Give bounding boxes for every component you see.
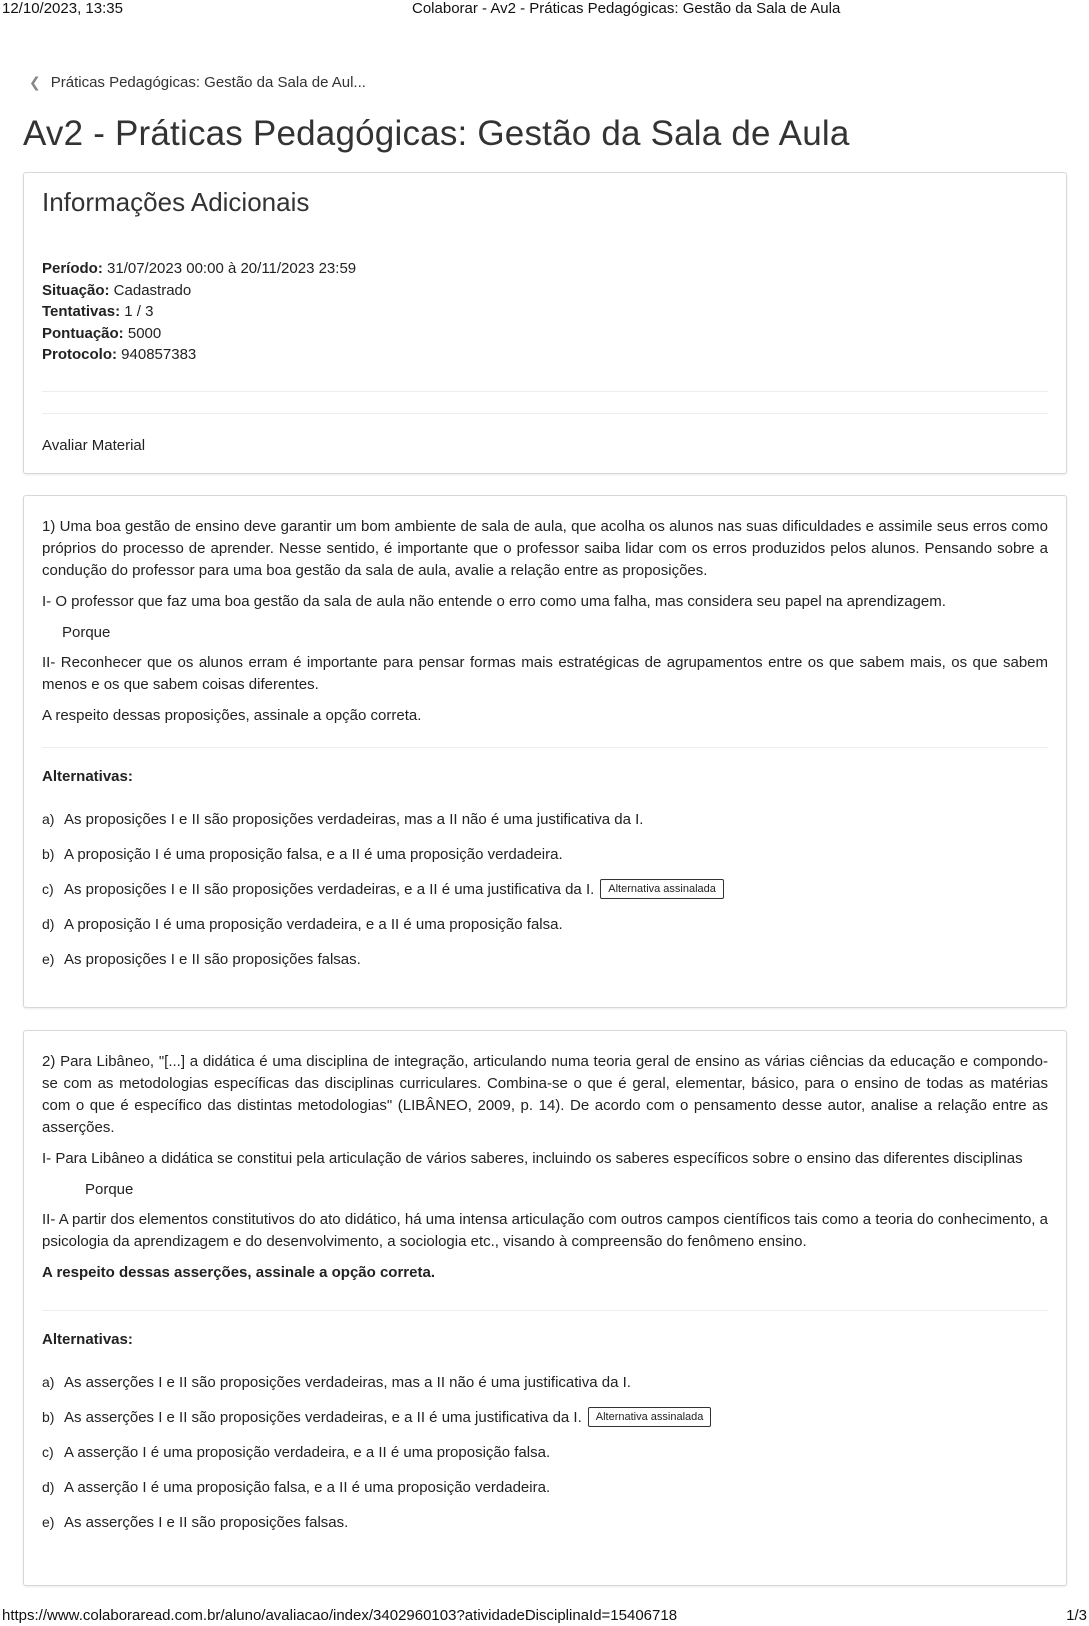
alternative-text: As asserções I e II são proposições verdadeiras, e a II é uma justificativa da I. (64, 1408, 582, 1426)
pontuacao-value: 5000 (123, 324, 162, 342)
info-tentativas (42, 301, 1048, 323)
alternative-letter: b) (42, 846, 55, 862)
main-content (23, 70, 1067, 1586)
alternative-text: As asserções I e II são proposições verdadeiras, mas a II não é uma justificativa da I. (64, 1373, 631, 1391)
info-situacao (42, 280, 1048, 302)
alternatives-heading: Alternativas: (42, 768, 133, 785)
alternative-letter: c) (42, 1444, 54, 1460)
print-page-number: 1/3 (1066, 1607, 1087, 1624)
alternative-text: A proposição I é uma proposição verdadeira, e a II é uma proposição falsa. (64, 915, 563, 933)
periodo-value: 31/07/2023 00:00 à 20/11/2023 23:59 (102, 260, 357, 277)
alternatives-heading: Alternativas: (42, 1331, 133, 1348)
selected-alternative-badge: Alternativa assinalada (588, 1407, 712, 1427)
alternative-d[interactable] (42, 1475, 1048, 1499)
print-datetime: 12/10/2023, 13:35 (2, 0, 123, 17)
question-statement: 1) Uma boa gestão de ensino deve garantir um bom ambiente de sala de aula, que acolha os alunos nas suas dificuldades e assimile seus erros como próprios do processo de aprender. Nesse sentido, é importante que o professor saiba lidar com os erros produzidos pelos alunos. Pensando sobre a condução do professor para uma boa gestão da sala de aula, avalie a relação entre as proposições. (42, 518, 1048, 579)
porque-connector: Porque (62, 624, 111, 641)
selected-alternative-badge: Alternativa assinalada (600, 879, 724, 899)
question-instruction: A respeito dessas proposições, assinale a opção correta. (42, 707, 422, 724)
info-card (23, 172, 1067, 474)
alternative-e[interactable] (42, 947, 1048, 971)
tentativas-value: 1 / 3 (120, 303, 154, 320)
alternative-text: A asserção I é uma proposição falsa, e a II é uma proposição verdadeira. (64, 1478, 551, 1496)
print-url: https://www.colaboraread.com.br/aluno/avaliacao/index/3402960103?atividadeDisciplinaId=15406718 (2, 1607, 678, 1624)
proposition-1: I- O professor que faz uma boa gestão da sala de aula não entende o erro como uma falha, mas considera seu papel na aprendizagem. (42, 593, 946, 610)
alternative-a[interactable] (42, 807, 1048, 831)
alternative-text: A asserção I é uma proposição verdadeira, e a II é uma proposição falsa. (64, 1443, 551, 1461)
alternative-text: As proposições I e II são proposições verdadeiras, e a II é uma justificativa da I. (64, 880, 595, 898)
breadcrumb[interactable] (29, 70, 1067, 94)
alternative-letter: d) (42, 1479, 55, 1495)
divider (42, 747, 1048, 748)
alternative-letter: d) (42, 916, 55, 932)
alternative-b[interactable] (42, 1405, 1048, 1429)
alternative-c[interactable] (42, 1440, 1048, 1464)
chevron-left-icon[interactable]: ❮ (29, 73, 41, 90)
info-periodo (42, 258, 1048, 280)
pontuacao-label: Pontuação: (42, 324, 124, 342)
print-header (0, 0, 1089, 22)
situacao-value: Cadastrado (109, 281, 192, 299)
protocolo-value: 940857383 (117, 346, 197, 363)
alternative-letter: a) (42, 1374, 55, 1390)
tentativas-label: Tentativas: (42, 303, 121, 320)
periodo-label: Período: (42, 260, 103, 277)
alternative-e[interactable] (42, 1510, 1048, 1534)
assertion-2: II- A partir dos elementos constitutivos do ato didático, há uma intensa articulação com outros campos científicos tais como a teoria do conhecimento, a psicologia da aprendizagem e do desenvolvimento, a sociologia etc., visando à compreensão do fenômeno ensino. (42, 1211, 1048, 1250)
alternative-text: As proposições I e II são proposições falsas. (64, 950, 361, 968)
divider (42, 1310, 1048, 1311)
breadcrumb-link[interactable]: Práticas Pedagógicas: Gestão da Sala de Aul... (50, 73, 366, 91)
info-title: Informações Adicionais (42, 187, 310, 217)
alternative-letter: e) (42, 1514, 55, 1530)
info-pontuacao (42, 323, 1048, 345)
alternative-letter: b) (42, 1409, 55, 1425)
alternative-d[interactable] (42, 912, 1048, 936)
protocolo-label: Protocolo: (42, 346, 117, 363)
page-title: Av2 - Práticas Pedagógicas: Gestão da Sala de Aula (23, 114, 850, 153)
alternative-text: As proposições I e II são proposições verdadeiras, mas a II não é uma justificativa da I. (64, 810, 644, 828)
info-list (42, 258, 1048, 366)
alternative-b[interactable] (42, 842, 1048, 866)
assertion-1: I- Para Libâneo a didática se constitui pela articulação de vários saberes, incluindo os saberes específicos sobre o ensino das diferentes disciplinas (42, 1150, 1023, 1167)
alternative-c[interactable] (42, 877, 1048, 901)
porque-connector: Porque (85, 1181, 134, 1198)
situacao-label: Situação: (42, 281, 110, 299)
alternative-letter: e) (42, 951, 55, 967)
alternative-text: A proposição I é uma proposição falsa, e a II é uma proposição verdadeira. (64, 845, 563, 863)
alternative-letter: c) (42, 881, 54, 897)
alternative-text: As asserções I e II são proposições falsas. (64, 1513, 349, 1531)
question-statement: 2) Para Libâneo, "[...] a didática é uma disciplina de integração, articulando numa teoria geral de ensino as várias ciências da educação e compondo-se com as metodologias específicas das disciplinas curriculares. Combina-se o que é geral, elementar, básico, para o ensino de todas as matérias com o que é específico das distintas metodologias" (LIBÂNEO, 2009, p. 14). De acordo com o pensamento desse autor, analise a relação entre as asserções. (42, 1053, 1048, 1136)
question-card-1 (23, 495, 1067, 1008)
alternative-a[interactable] (42, 1370, 1048, 1394)
rate-material-link[interactable]: Avaliar Material (42, 437, 146, 454)
print-page-title: Colaborar - Av2 - Práticas Pedagógicas: Gestão da Sala de Aula (412, 0, 841, 17)
question-card-2 (23, 1030, 1067, 1586)
alternative-letter: a) (42, 811, 55, 827)
info-protocolo (42, 344, 1048, 366)
question-instruction: A respeito dessas asserções, assinale a opção correta. (42, 1264, 435, 1281)
divider (42, 391, 1048, 392)
proposition-2: II- Reconhecer que os alunos erram é importante para pensar formas mais estratégicas de agrupamentos entre os que sabem mais, os que sabem menos e os que sabem coisas diferentes. (42, 654, 1048, 693)
divider (42, 413, 1048, 414)
print-footer (0, 1604, 1089, 1626)
